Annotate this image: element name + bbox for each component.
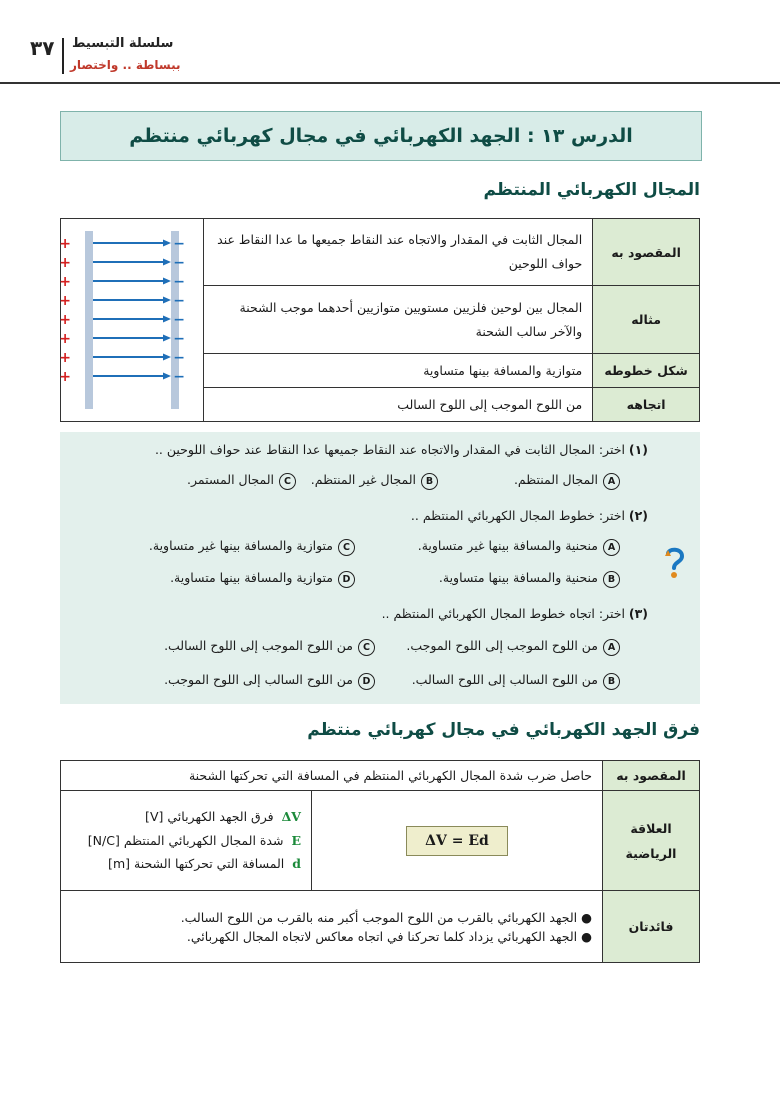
note-item: ● الجهد الكهربائي يزداد كلما تحركنا في اتجاه معاكس لاتجاه المجال الكهربائي. xyxy=(186,928,592,944)
note-text: الجهد الكهربائي يزداد كلما تحركنا في اتجاه معاكس لاتجاه المجال الكهربائي. xyxy=(186,928,578,944)
minus-charge: − xyxy=(173,312,186,328)
question-number: (٣) xyxy=(628,606,648,621)
equation-cell xyxy=(312,791,603,891)
question-number: (٢) xyxy=(628,508,648,523)
potential-difference-table xyxy=(60,760,700,963)
option-letter-circle: B xyxy=(603,673,620,690)
row-label-direction: اتجاهه xyxy=(593,388,700,422)
header-divider xyxy=(62,38,64,74)
notes-cell xyxy=(61,891,603,963)
option-text: المجال المستمر. xyxy=(187,472,274,487)
page-number: ٣٧ xyxy=(30,36,55,60)
symbols-cell xyxy=(61,791,312,891)
question-1 xyxy=(155,442,648,457)
q2-option-d[interactable] xyxy=(170,570,355,588)
symbol-meaning: شدة المجال الكهربائي المنتظم xyxy=(123,832,284,848)
option-text: منحنية والمسافة بينها متساوية. xyxy=(438,570,598,585)
review-icon xyxy=(662,546,688,580)
field-lines-group xyxy=(59,236,185,385)
option-letter-circle: C xyxy=(358,639,375,656)
note-text: الجهد الكهربائي بالقرب من اللوح الموجب أكبر منه بالقرب من اللوح السالب. xyxy=(180,909,578,925)
option-text: من اللوح الموجب إلى اللوح الموجب. xyxy=(406,638,598,653)
questions-box xyxy=(60,432,700,704)
lesson-title: الدرس ١٣ : الجهد الكهربائي في مجال كهربائي منتظم xyxy=(129,125,633,147)
minus-charge: − xyxy=(173,293,186,309)
symbol-meaning: المسافة التي تحركتها الشحنة xyxy=(134,856,285,872)
option-text: من اللوح السالب إلى اللوح السالب. xyxy=(411,672,598,687)
question-stem: اختر: المجال الثابت في المقدار والاتجاه عند النقاط جميعها عدا النقاط عند حواف اللوحين .. xyxy=(154,442,625,457)
note-item: ● الجهد الكهربائي بالقرب من اللوح الموجب أكبر منه بالقرب من اللوح السالب. xyxy=(180,909,592,925)
symbol-row xyxy=(71,829,301,853)
question-stem: اختر: خطوط المجال الكهربائي المنتظم .. xyxy=(410,508,625,523)
q3-option-d[interactable] xyxy=(164,672,375,690)
symbol-unit: [m] xyxy=(108,856,131,872)
equation: ΔV = Ed xyxy=(406,826,508,856)
row-text-shape: متوازية والمسافة بينها متساوية xyxy=(204,354,593,388)
plus-charge: + xyxy=(59,312,72,328)
q1-option-c[interactable] xyxy=(187,472,296,490)
symbol-unit: [V] xyxy=(145,808,164,824)
row-label-definition: المقصود به xyxy=(603,761,700,791)
option-letter-circle: D xyxy=(358,673,375,690)
minus-charge: − xyxy=(173,274,186,290)
uniform-field-table xyxy=(60,218,700,422)
option-text: منحنية والمسافة بينها غير متساوية. xyxy=(417,538,598,553)
field-line-arrowhead xyxy=(163,373,171,380)
symbol-row xyxy=(71,805,301,829)
row-text-example: المجال بين لوحين فلزيين مستويين متوازيين أحدهما موجب الشحنة والآخر سالب الشحنة xyxy=(204,286,593,354)
option-letter-circle: A xyxy=(603,639,620,656)
field-line-arrowhead xyxy=(163,259,171,266)
option-letter-circle: B xyxy=(603,571,620,588)
row-label-notes: فائدتان xyxy=(603,891,700,963)
section-title-potential-difference: فرق الجهد الكهربائي في مجال كهربائي منتظم xyxy=(307,720,700,740)
plus-charge: + xyxy=(59,236,72,252)
plus-charge: + xyxy=(59,274,72,290)
option-letter-circle: C xyxy=(338,539,355,556)
symbol-unit: [N/C] xyxy=(87,832,120,848)
minus-charge: − xyxy=(173,331,186,347)
field-line-arrowhead xyxy=(163,278,171,285)
symbol: d xyxy=(292,856,301,872)
plus-charge: + xyxy=(59,255,72,271)
option-letter-circle: B xyxy=(421,473,438,490)
row-label-relation: العلاقة الرياضية xyxy=(603,791,700,891)
series-subtitle: ببساطة .. واختصار xyxy=(70,58,181,72)
question-stem: اختر: اتجاه خطوط المجال الكهربائي المنتظم .. xyxy=(381,606,625,621)
minus-charge: − xyxy=(173,350,186,366)
q1-option-b[interactable] xyxy=(311,472,438,490)
option-letter-circle: A xyxy=(603,473,620,490)
plus-charge: + xyxy=(59,369,72,385)
row-text-definition: المجال الثابت في المقدار والاتجاه عند النقاط جميعها ما عدا النقاط عند حواف اللوحين xyxy=(204,219,593,286)
row-text-direction: من اللوح الموجب إلى اللوح السالب xyxy=(204,388,593,422)
option-letter-circle: C xyxy=(279,473,296,490)
q2-option-a[interactable] xyxy=(418,538,620,556)
minus-charge: − xyxy=(173,369,186,385)
series-title: سلسلة التبسيط xyxy=(72,36,174,51)
q3-option-a[interactable] xyxy=(406,638,620,656)
q1-option-a[interactable] xyxy=(514,472,620,490)
parallel-plates-diagram xyxy=(61,219,204,422)
row-label-example: مثاله xyxy=(593,286,700,354)
header-rule xyxy=(0,82,780,84)
option-text: المجال غير المنتظم. xyxy=(310,472,416,487)
option-text: متوازية والمسافة بينها متساوية. xyxy=(170,570,333,585)
question-3 xyxy=(382,606,648,621)
field-line-arrowhead xyxy=(163,316,171,323)
symbol: ΔV xyxy=(281,808,301,824)
option-letter-circle: A xyxy=(603,539,620,556)
field-line-arrowhead xyxy=(163,335,171,342)
option-text: من اللوح الموجب إلى اللوح السالب. xyxy=(164,638,353,653)
plus-charge: + xyxy=(59,350,72,366)
option-text: من اللوح السالب إلى اللوح الموجب. xyxy=(164,672,353,687)
minus-charge: − xyxy=(173,236,186,252)
q3-option-c[interactable] xyxy=(164,638,375,656)
definition-text: حاصل ضرب شدة المجال الكهربائي المنتظم في المسافة التي تحركتها الشحنة xyxy=(61,761,603,791)
symbol-meaning: فرق الجهد الكهربائي xyxy=(167,808,274,824)
symbol-row xyxy=(71,852,301,876)
field-line-arrowhead xyxy=(163,354,171,361)
row-label-shape: شكل خطوطه xyxy=(593,354,700,388)
minus-charge: − xyxy=(173,255,186,271)
q2-option-c[interactable] xyxy=(149,538,355,556)
field-line-arrowhead xyxy=(163,240,171,247)
positive-plate xyxy=(85,231,93,409)
option-text: المجال المنتظم. xyxy=(513,472,598,487)
row-label-definition: المقصود به xyxy=(593,219,700,286)
question-number: (١) xyxy=(628,442,648,457)
question-2 xyxy=(411,508,648,523)
q3-option-b[interactable] xyxy=(412,672,620,690)
q2-option-b[interactable] xyxy=(439,570,620,588)
field-lines-svg xyxy=(61,221,203,419)
plus-charge: + xyxy=(59,331,72,347)
field-line-arrowhead xyxy=(163,297,171,304)
plus-charge: + xyxy=(59,293,72,309)
lesson-title-box xyxy=(60,111,702,161)
section-title-uniform-field: المجال الكهربائي المنتظم xyxy=(483,180,700,200)
option-text: متوازية والمسافة بينها غير متساوية. xyxy=(148,538,333,553)
symbol: E xyxy=(291,832,301,848)
option-letter-circle: D xyxy=(338,571,355,588)
